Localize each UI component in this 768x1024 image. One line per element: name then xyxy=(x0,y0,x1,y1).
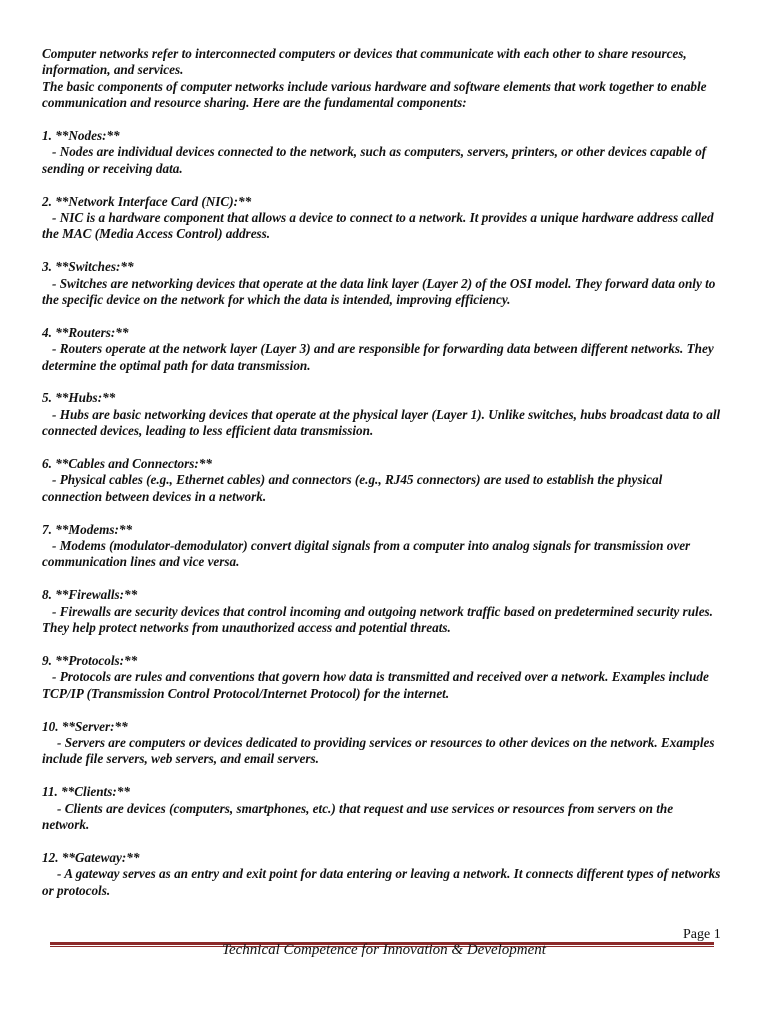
list-item xyxy=(42,390,722,439)
item-title: 5. **Hubs:** xyxy=(42,390,116,406)
item-description: - Hubs are basic networking devices that operate at the physical layer (Layer 1). Unlike switches, hubs broadcast data to all connected devices, leading to less efficient data transmission. xyxy=(42,406,721,439)
item-description: - A gateway serves as an entry and exit point for data entering or leaving a network. It connects different types of networks or protocols. xyxy=(42,866,721,898)
item-title: 8. **Firewalls:** xyxy=(42,587,138,603)
item-title: 12. **Gateway:** xyxy=(42,849,140,865)
item-description: - Nodes are individual devices connected to the network, such as computers, servers, printers, or other devices capable of sending or receiving data. xyxy=(42,144,707,176)
list-item xyxy=(42,522,722,571)
list-item xyxy=(42,719,722,768)
item-title: 6. **Cables and Connectors:** xyxy=(42,456,212,472)
list-item xyxy=(42,259,722,308)
intro-paragraph-1: Computer networks refer to interconnected computers or devices that communicate with each other to share resources, information, and services. xyxy=(42,46,687,78)
item-description: - Protocols are rules and conventions that govern how data is transmitted and received over a network. Examples include TCP/IP (Transmission Control Protocol/Internet Protocol) for the internet. xyxy=(42,669,709,701)
item-title: 2. **Network Interface Card (NIC):** xyxy=(42,193,252,209)
item-title: 9. **Protocols:** xyxy=(42,652,138,668)
list-item xyxy=(42,456,722,505)
item-description: - Firewalls are security devices that control incoming and outgoing network traffic based on predetermined security rules. They help protect networks from unauthorized access and potential threats. xyxy=(42,603,713,636)
footer-tagline: Technical Competence for Innovation & Development xyxy=(222,942,546,958)
item-title: 11. **Clients:** xyxy=(42,784,130,800)
list-item xyxy=(42,587,722,636)
document-body xyxy=(42,46,722,899)
list-item xyxy=(42,325,722,374)
item-description: - NIC is a hardware component that allows a device to connect to a network. It provides a unique hardware address called the MAC (Media Access Control) address. xyxy=(42,210,714,242)
item-title: 7. **Modems:** xyxy=(42,521,133,537)
list-item xyxy=(42,653,722,702)
item-description: - Physical cables (e.g., Ethernet cables) and connectors (e.g., RJ45 connectors) are used to establish the physical connection between devices in a network. xyxy=(42,472,663,504)
item-description: - Modems (modulator-demodulator) convert digital signals from a computer into analog signals for transmission over communication lines and vice versa. xyxy=(42,538,691,570)
item-title: 4. **Routers:** xyxy=(42,324,129,340)
list-item xyxy=(42,128,722,177)
item-title: 1. **Nodes:** xyxy=(42,128,120,144)
item-description: - Servers are computers or devices dedicated to providing services or resources to other devices on the network. Examples include file servers, web servers, and email servers. xyxy=(42,734,715,767)
list-item xyxy=(42,194,722,243)
list-item xyxy=(42,784,722,833)
item-description: - Routers operate at the network layer (Layer 3) and are responsible for forwarding data between different networks. They determine the optimal path for data transmission. xyxy=(42,341,714,373)
item-title: 10. **Server:** xyxy=(42,718,128,734)
page-number: Page 1 xyxy=(683,927,721,942)
intro-paragraph-2: The basic components of computer networks include various hardware and software elements that work together to enable communication and resource sharing. Here are the fundamental components: xyxy=(42,78,707,111)
list-item xyxy=(42,850,722,899)
item-title: 3. **Switches:** xyxy=(42,259,134,275)
item-description: - Switches are networking devices that operate at the data link layer (Layer 2) of the OSI model. They forward data only to the specific device on the network for which the data is intended, improving efficiency. xyxy=(42,275,716,308)
item-description: - Clients are devices (computers, smartphones, etc.) that request and use services or resources from servers on the network. xyxy=(42,800,674,832)
